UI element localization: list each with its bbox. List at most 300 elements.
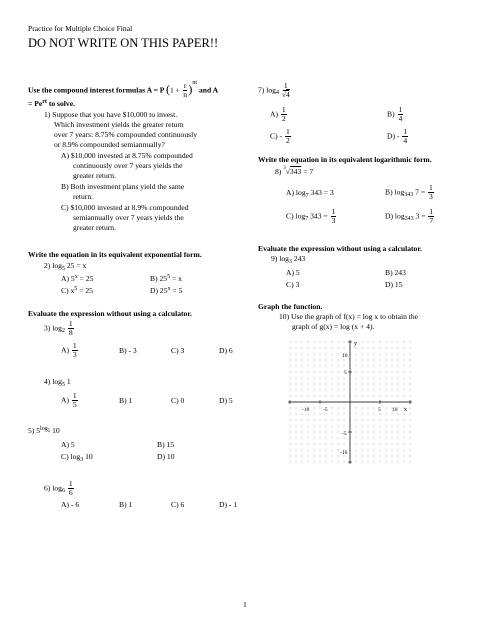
grid-dot [380,366,381,367]
grid-dot [380,438,381,439]
q5-option-b[interactable]: B) 15 [157,440,175,449]
grid-dot [296,378,297,379]
grid-dot [380,372,381,373]
grid-dot [332,456,333,457]
grid-dot [338,348,339,349]
grid-dot [344,396,345,397]
q1-option-b[interactable]: B) Both investment plans yield the same return. [61,182,185,201]
grid-dot [302,444,303,445]
grid-dot [356,420,357,421]
q8-option-c[interactable]: C) $\log_7 343$ = $\frac{1}{3}$ [286,207,336,225]
grid-dot [368,342,369,343]
grid-dot [326,420,327,421]
q8-option-d[interactable]: D) $\log_{343} 3$ = $\frac{1}{7}$ [385,207,434,225]
grid-dot [290,408,291,409]
grid-dot [320,360,321,361]
grid-dot [308,372,309,373]
grid-dot [332,444,333,445]
grid-dot [410,438,411,439]
grid-dot [302,366,303,367]
grid-dot [410,366,411,367]
grid-dot [380,360,381,361]
grid-dot [290,438,291,439]
grid-dot [374,384,375,385]
grid-dot [392,450,393,451]
grid-dot [302,378,303,379]
grid-dot [332,396,333,397]
grid-dot [332,414,333,415]
q3-option-b[interactable]: B) - 3 [119,346,137,355]
grid-dot [326,438,327,439]
grid-dot [374,450,375,451]
grid-dot [362,378,363,379]
question-7: 7) $\log_4$ $\frac{1}{√4}$ [258,81,290,99]
question-1: 1) Suppose that you have $10,000 to invest. Which investment yields the greater return over 7 years: 8.75% compounded continuously or 8.9% compounded semiannually? [44,110,197,149]
question-2: 2) $\log_5 25 = x$ [44,261,87,272]
q2-option-d[interactable]: D) $25^x = 5$ [150,286,183,295]
grid-dot [356,348,357,349]
grid-dot [410,444,411,445]
grid-dot [362,426,363,427]
evaluate-heading-right: Evaluate the expression without using a calculator. [258,244,422,253]
grid-dot [380,378,381,379]
grid-dot [338,450,339,451]
grid-dot [308,438,309,439]
grid-dot [290,384,291,385]
grid-dot [326,450,327,451]
grid-dot [404,342,405,343]
page-number: 1 [243,600,247,609]
grid-dot [398,348,399,349]
grid-dot [386,420,387,421]
grid-dot [410,378,411,379]
q4-option-b[interactable]: B) 1 [119,396,133,405]
grid-dot [404,354,405,355]
q7-option-c[interactable]: C) - $\frac{1}{2}$ [270,127,290,145]
grid-dot [320,414,321,415]
grid-dot [386,390,387,391]
grid-dot [386,378,387,379]
grid-dot [314,462,315,463]
grid-dot [320,396,321,397]
grid-dot [356,438,357,439]
grid-dot [380,396,381,397]
grid-dot [404,360,405,361]
grid-dot [386,450,387,451]
q5-option-c[interactable]: C) $\log_3 10$ [61,452,93,463]
q8-option-b[interactable]: B) $\log_{343} 7$ = $\frac{1}{3}$ [385,183,433,201]
grid-dot [368,432,369,433]
grid-dot [386,372,387,373]
grid-dot [338,426,339,427]
grid-dot [314,408,315,409]
grid-dot [392,390,393,391]
grid-dot [302,426,303,427]
grid-dot [308,450,309,451]
grid-dot [308,390,309,391]
grid-dot [296,390,297,391]
grid-dot [386,366,387,367]
grid-dot [392,360,393,361]
grid-dot [380,342,381,343]
grid-dot [380,348,381,349]
grid-dot [332,462,333,463]
grid-dot [362,450,363,451]
grid-dot [404,384,405,385]
grid-dot [404,444,405,445]
grid-dot [380,456,381,457]
grid-dot [344,360,345,361]
grid-dot [338,378,339,379]
question-3: 3) $\log_2$ $\frac{1}{8}$ [44,319,73,337]
grid-dot [392,354,393,355]
grid-dot [332,450,333,451]
grid-dot [368,378,369,379]
grid-dot [356,378,357,379]
question-5: 5) $5^{log_5}$ 10 [28,426,60,435]
grid-dot [326,360,327,361]
grid-dot [314,366,315,367]
grid-dot [368,390,369,391]
grid-dot [338,390,339,391]
grid-dot [338,384,339,385]
grid-dot [320,372,321,373]
grid-dot [392,456,393,457]
q4-option-c[interactable]: C) 0 [171,396,185,405]
grid-dot [290,390,291,391]
grid-dot [290,348,291,349]
grid-dot [320,438,321,439]
q9-option-c[interactable]: C) 3 [286,280,300,289]
grid-dot [386,444,387,445]
grid-dot [386,414,387,415]
grid-dot [398,420,399,421]
grid-dot [392,366,393,367]
grid-dot [296,444,297,445]
q6-option-c[interactable]: C) 6 [171,500,185,509]
grid-dot [296,408,297,409]
grid-dot [296,426,297,427]
q3-option-a[interactable]: A) $\frac{1}{3}$ [61,341,77,359]
grid-dot [320,342,321,343]
grid-dot [338,420,339,421]
grid-dot [392,378,393,379]
grid-dot [356,396,357,397]
grid-dot [302,372,303,373]
grid-dot [392,348,393,349]
grid-dot [302,450,303,451]
grid-dot [338,444,339,445]
x-tick-neg-5: -5 [323,407,328,413]
grid-dot [410,348,411,349]
grid-dot [302,360,303,361]
grid-dot [362,408,363,409]
grid-dot [326,444,327,445]
grid-dot [410,420,411,421]
grid-dot [362,414,363,415]
grid-dot [320,420,321,421]
grid-dot [296,414,297,415]
y-tick-neg-10: -10 [340,450,348,456]
grid-dot [302,438,303,439]
y-tick-neg-5: -5 [342,431,347,437]
grid-dot [326,396,327,397]
grid-dot [332,348,333,349]
grid-dot [392,420,393,421]
grid-dot [314,450,315,451]
grid-dot [332,378,333,379]
grid-dot [338,360,339,361]
grid-dot [332,420,333,421]
grid-dot [398,366,399,367]
grid-dot [398,408,399,409]
q5-option-d[interactable]: D) 10 [157,452,175,461]
grid-dot [338,414,339,415]
grid-dot [362,360,363,361]
grid-dot [314,348,315,349]
grid-dot [380,444,381,445]
grid-dot [392,432,393,433]
grid-dot [290,462,291,463]
compound-instruction: Use the compound interest formulas A = P (1 + $\frac{r}{n}$ )$^{nt}$ and A [28,80,219,99]
grid-dot [320,462,321,463]
grid-dot [368,396,369,397]
grid-dot [320,390,321,391]
grid-dot [410,426,411,427]
grid-dot [398,360,399,361]
x-tick-neg-10: -10 [302,407,310,413]
grid-dot [398,414,399,415]
grid-dot [338,366,339,367]
grid-dot [302,414,303,415]
q2-option-c[interactable]: C) $x^5 = 25$ [61,286,93,295]
y-tick-5: 5 [344,370,347,376]
grid-dot [404,348,405,349]
grid-dot [314,360,315,361]
q3-option-d[interactable]: D) 6 [219,346,233,355]
grid-dot [320,456,321,457]
grid-dot [344,390,345,391]
grid-dot [398,456,399,457]
grid-dot [398,342,399,343]
grid-dot [338,462,339,463]
coordinate-grid[interactable] [288,340,412,464]
grid-dot [398,354,399,355]
grid-dot [374,390,375,391]
grid-dot [380,420,381,421]
grid-dot [302,348,303,349]
grid-dot [308,420,309,421]
q4-option-a[interactable]: A) $\frac{1}{5}$ [61,391,77,409]
grid-dot [320,354,321,355]
grid-dot [398,396,399,397]
grid-dot [314,390,315,391]
grid-dot [290,378,291,379]
q4-option-d[interactable]: D) 5 [219,396,233,405]
q6-option-a[interactable]: A) - 6 [61,500,80,509]
grid-dot [398,372,399,373]
q7-option-b[interactable]: B) $\frac{1}{4}$ [387,105,403,123]
grid-dot [302,342,303,343]
grid-dot [404,420,405,421]
grid-dot [410,384,411,385]
grid-dot [326,390,327,391]
grid-dot [344,348,345,349]
grid-dot [380,462,381,463]
evaluate-heading-left: Evaluate the expression without using a calculator. [28,309,192,318]
grid-dot [374,366,375,367]
grid-dot [308,348,309,349]
q8-option-a[interactable]: A) $\log_7 343 = 3$ [286,188,334,199]
grid-dot [314,342,315,343]
grid-dot [404,438,405,439]
grid-dot [296,384,297,385]
q9-option-b[interactable]: B) 243 [385,268,406,277]
grid-dot [308,396,309,397]
grid-dot [296,372,297,373]
grid-dot [326,456,327,457]
grid-dot [356,450,357,451]
grid-dot [392,396,393,397]
q1-option-a[interactable]: A) $10,000 invested at 8.75% compounded continuously over 7 years yields the greater return. [61,151,193,180]
grid-dot [404,414,405,415]
grid-dot [410,432,411,433]
grid-dot [308,426,309,427]
grid-dot [380,354,381,355]
grid-dot [290,360,291,361]
grid-dot [410,342,411,343]
grid-dot [386,348,387,349]
grid-dot [368,462,369,463]
grid-dot [296,342,297,343]
grid-dot [320,384,321,385]
question-8: 8) $^3$√343 = 7 [275,166,314,176]
q2-option-b[interactable]: B) $25^5 = x$ [150,274,182,283]
grid-dot [392,426,393,427]
grid-dot [380,426,381,427]
grid-dot [290,354,291,355]
grid-dot [356,408,357,409]
grid-dot [332,360,333,361]
q6-option-d[interactable]: D) - 1 [219,500,238,509]
grid-dot [314,396,315,397]
compound-instruction-cont: = $Pe^{rt}$ to solve. [28,99,75,108]
grid-dot [332,432,333,433]
grid-dot [332,342,333,343]
grid-dot [404,378,405,379]
grid-dot [368,384,369,385]
grid-dot [344,420,345,421]
grid-dot [344,426,345,427]
grid-dot [344,384,345,385]
grid-dot [380,414,381,415]
grid-dot [368,456,369,457]
grid-dot [404,432,405,433]
grid-dot [338,456,339,457]
grid-dot [410,372,411,373]
grid-dot [362,342,363,343]
grid-dot [374,378,375,379]
grid-dot [314,384,315,385]
grid-dot [368,450,369,451]
grid-dot [296,462,297,463]
grid-dot [368,414,369,415]
grid-dot [362,366,363,367]
grid-dot [290,456,291,457]
grid-dot [296,354,297,355]
grid-dot [314,438,315,439]
grid-dot [344,438,345,439]
grid-dot [338,372,339,373]
grid-dot [380,450,381,451]
grid-dot [332,354,333,355]
grid-dot [356,414,357,415]
grid-dot [386,408,387,409]
grid-dot [392,384,393,385]
grid-dot [314,426,315,427]
grid-dot [344,444,345,445]
y-axis-label: y [354,341,357,347]
grid-dot [332,390,333,391]
q5-option-a[interactable]: A) 5 [61,440,75,449]
grid-dot [332,426,333,427]
q9-option-d[interactable]: D) 15 [385,280,403,289]
q3-option-c[interactable]: C) 3 [171,346,185,355]
grid-dot [386,438,387,439]
grid-dot [374,354,375,355]
grid-dot [338,438,339,439]
grid-dot [314,432,315,433]
question-4: 4) $\log_5 1$ [44,377,71,388]
grid-dot [320,408,321,409]
q6-option-b[interactable]: B) 1 [119,500,133,509]
grid-dot [410,414,411,415]
grid-dot [368,438,369,439]
q9-option-a[interactable]: A) 5 [286,268,300,277]
grid-dot [332,372,333,373]
grid-dot [302,420,303,421]
grid-dot [374,456,375,457]
grid-dot [362,384,363,385]
q2-option-a[interactable]: A) $5^x = 25$ [61,274,94,283]
grid-dot [392,414,393,415]
grid-dot [374,408,375,409]
grid-dot [410,450,411,451]
grid-dot [308,456,309,457]
x-tick-5: 5 [378,407,381,413]
q7-option-a[interactable]: A) $\frac{1}{2}$ [270,105,286,123]
grid-dot [386,360,387,361]
grid-dot [332,408,333,409]
grid-dot [362,462,363,463]
grid-dot [296,438,297,439]
grid-dot [290,444,291,445]
grid-dot [356,384,357,385]
grid-dot [308,366,309,367]
q1-option-c[interactable]: C) $10,000 invested at 8.9% compounded semiannually over 7 years yields the greater return. [61,203,189,232]
grid-dot [410,396,411,397]
grid-dot [326,426,327,427]
grid-dot [374,462,375,463]
grid-dot [290,420,291,421]
grid-dot [392,438,393,439]
grid-dot [356,372,357,373]
grid-dot [368,420,369,421]
grid-dot [338,396,339,397]
grid-dot [368,354,369,355]
grid-dot [386,456,387,457]
q7-option-d[interactable]: D) - $\frac{1}{4}$ [387,127,408,145]
